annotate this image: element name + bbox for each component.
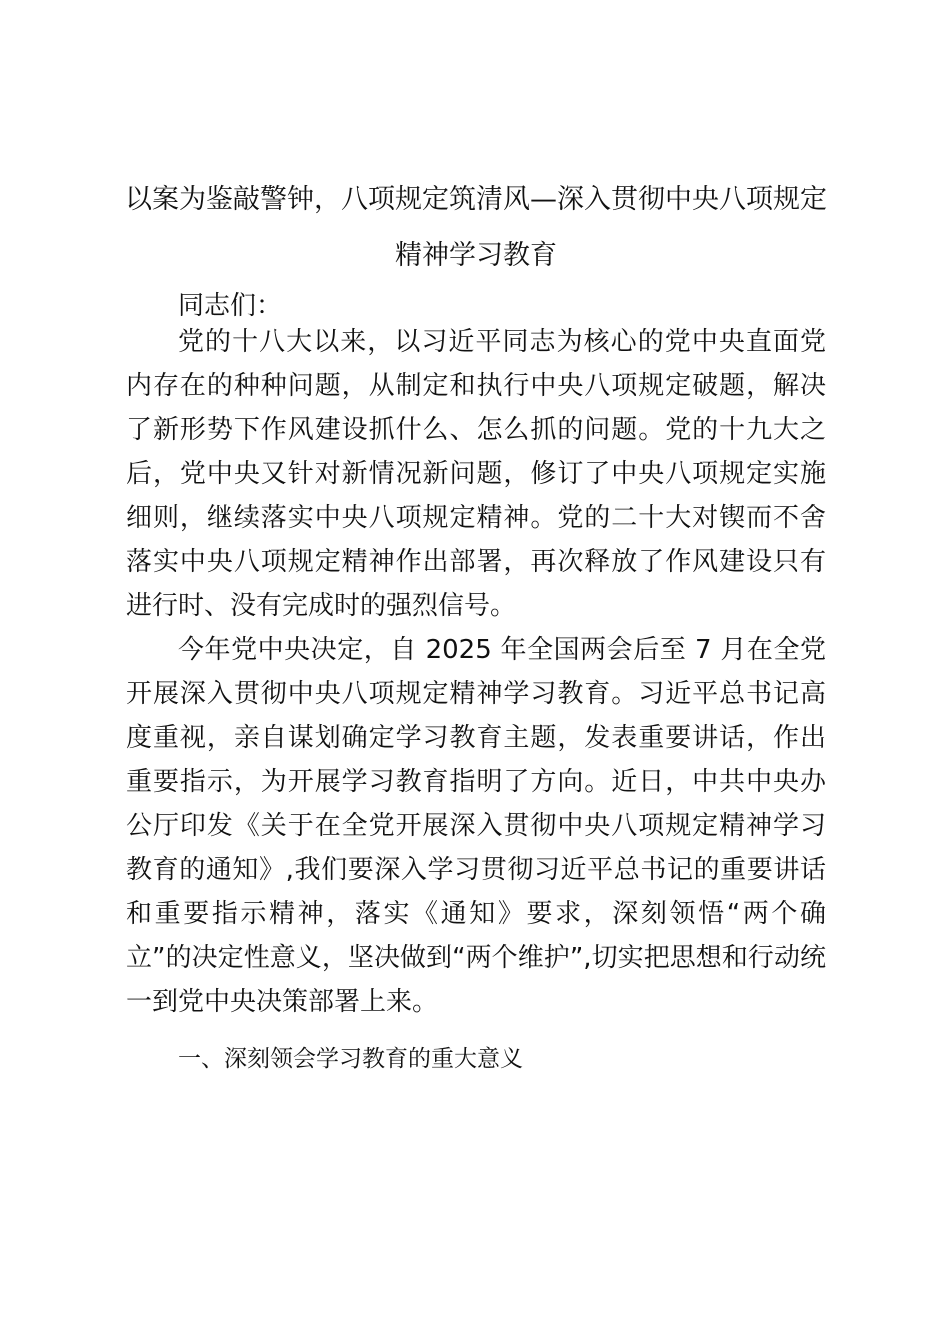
body-paragraph-2: 今年党中央决定，自 2025 年全国两会后至 7 月在全党开展深入贯彻中央八项规定精神学习教育。习近平总书记高度重视，亲自谋划确定学习教育主题，发表重要讲话，作出重要指示，为开展学习教育指明了方向。近日，中共中央办公厅印发《关于在全党开展深入贯彻中央八项规定精神学习教育的通知》,我们要深入学习贯彻习近平总书记的重要讲话和重要指示精神，落实《通知》要求，深刻领悟“两个确立”的决定性意义，坚决做到“两个维护”,切实把思想和行动统一到党中央决策部署上来。 [126, 635, 826, 1017]
salutation: 同志们： [178, 291, 283, 321]
section-heading-1: 一、深刻领会学习教育的重大意义 [178, 1046, 523, 1072]
body-paragraph-1: 党的十八大以来，以习近平同志为核心的党中央直面党内存在的种种问题，从制定和执行中央八项规定破题，解决了新形势下作风建设抓什么、怎么抓的问题。党的十九大之后，党中央又针对新情况新问题，修订了中央八项规定实施细则，继续落实中央八项规定精神。党的二十大对锲而不舍落实中央八项规定精神作出部署，再次释放了作风建设只有进行时、没有完成时的强烈信号。 [126, 327, 826, 621]
document-title: 以案为鉴敲警钟，八项规定筑清风—深入贯彻中央八项规定精神学习教育 [125, 184, 827, 271]
